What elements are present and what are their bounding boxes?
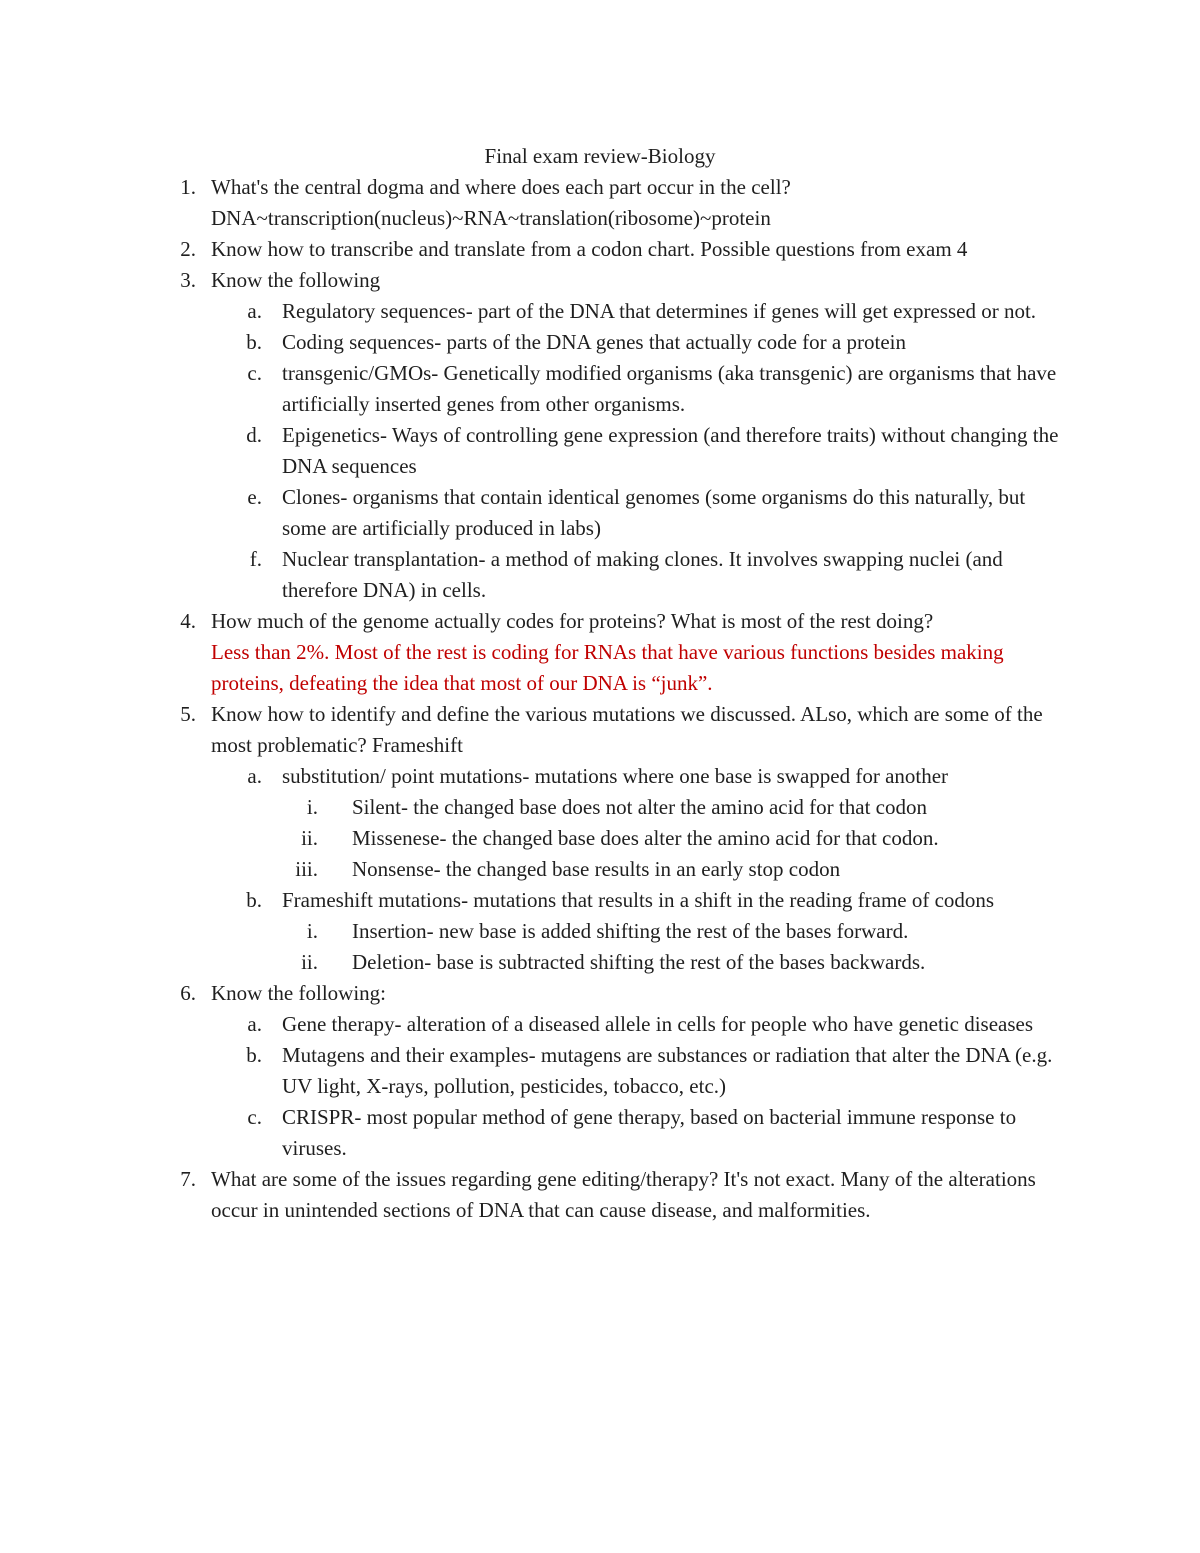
answer-1: DNA~transcription(nucleus)~RNA~translation(ribosome)~protein	[211, 206, 771, 230]
list-item	[0, 482, 1200, 544]
item-roman: i.	[306, 919, 318, 943]
item-text: Gene therapy- alteration of a diseased allele in cells for people who have genetic diseases	[282, 1012, 1034, 1036]
item-letter: d.	[246, 423, 262, 447]
list-item	[0, 1040, 1200, 1102]
item-letter: a.	[247, 299, 262, 323]
question-text: What's the central dogma and where does each part occur in the cell?	[211, 175, 791, 199]
question-3	[0, 265, 1200, 296]
page-title: Final exam review-Biology	[484, 144, 716, 168]
list-item	[0, 885, 1200, 916]
review-list	[0, 172, 1200, 1226]
list-item	[0, 296, 1200, 327]
sub-list-item	[0, 854, 1200, 885]
sub-list-item	[0, 916, 1200, 947]
item-text: substitution/ point mutations- mutations where one base is swapped for another	[282, 764, 949, 788]
question-text: What are some of the issues regarding gene editing/therapy? It's not exact. Many of the alterations occur in unintended sections of DNA that can cause disease, and malformities.	[211, 1167, 1036, 1222]
item-letter: c.	[247, 1105, 262, 1129]
question-6	[0, 978, 1200, 1009]
sub-list-item	[0, 823, 1200, 854]
list-item	[0, 420, 1200, 482]
list-item	[0, 1009, 1200, 1040]
item-text: Nuclear transplantation- a method of making clones. It involves swapping nuclei (and therefore DNA) in cells.	[282, 547, 1003, 602]
list-item	[0, 1102, 1200, 1164]
sub-list-item	[0, 792, 1200, 823]
question-number: 4.	[180, 609, 196, 633]
question-number: 3.	[180, 268, 196, 292]
item-letter: b.	[246, 330, 262, 354]
item-text: transgenic/GMOs- Genetically modified organisms (aka transgenic) are organisms that have artificially inserted genes from other organisms.	[282, 361, 1057, 416]
list-item	[0, 544, 1200, 606]
item-letter: a.	[247, 764, 262, 788]
question-number: 5.	[180, 702, 196, 726]
item-text: Silent- the changed base does not alter the amino acid for that codon	[352, 795, 927, 819]
question-2	[0, 234, 1200, 265]
question-text: Know how to transcribe and translate from a codon chart. Possible questions from exam 4	[211, 237, 968, 261]
item-text: Frameshift mutations- mutations that results in a shift in the reading frame of codons	[282, 888, 995, 912]
answer-4: Less than 2%. Most of the rest is coding for RNAs that have various functions besides making proteins, defeating the idea that most of our DNA is “junk”.	[211, 640, 1004, 695]
item-text: Epigenetics- Ways of controlling gene expression (and therefore traits) without changing the DNA sequences	[282, 423, 1059, 478]
question-text: Know how to identify and define the various mutations we discussed. ALso, which are some of the most problematic? Frameshift	[211, 702, 1043, 757]
question-7	[0, 1164, 1200, 1226]
item-text: Nonsense- the changed base results in an early stop codon	[352, 857, 841, 881]
item-letter: c.	[247, 361, 262, 385]
question-number: 6.	[180, 981, 196, 1005]
question-text: Know the following	[211, 268, 381, 292]
question-4	[0, 606, 1200, 637]
item-letter: f.	[249, 547, 262, 571]
question-number: 1.	[180, 175, 196, 199]
question-number: 2.	[180, 237, 196, 261]
item-text: CRISPR- most popular method of gene therapy, based on bacterial immune response to viruses.	[282, 1105, 1017, 1160]
item-roman: iii.	[295, 857, 318, 881]
question-text: How much of the genome actually codes for proteins? What is most of the rest doing?	[211, 609, 934, 633]
item-letter: b.	[246, 888, 262, 912]
question-5	[0, 699, 1200, 761]
item-roman: ii.	[301, 826, 318, 850]
item-roman: ii.	[301, 950, 318, 974]
item-text: Clones- organisms that contain identical genomes (some organisms do this naturally, but some are artificially produced in labs)	[282, 485, 1026, 540]
item-letter: a.	[247, 1012, 262, 1036]
question-number: 7.	[180, 1167, 196, 1191]
item-text: Missenese- the changed base does alter the amino acid for that codon.	[352, 826, 939, 850]
list-item	[0, 358, 1200, 420]
list-item	[0, 761, 1200, 792]
question-1	[0, 172, 1200, 203]
item-text: Deletion- base is subtracted shifting the rest of the bases backwards.	[352, 950, 926, 974]
sub-list-item	[0, 947, 1200, 978]
item-letter: e.	[247, 485, 262, 509]
list-item	[0, 327, 1200, 358]
item-roman: i.	[306, 795, 318, 819]
item-letter: b.	[246, 1043, 262, 1067]
item-text: Insertion- new base is added shifting the rest of the bases forward.	[352, 919, 909, 943]
item-text: Coding sequences- parts of the DNA genes that actually code for a protein	[282, 330, 906, 354]
item-text: Mutagens and their examples- mutagens are substances or radiation that alter the DNA (e.g. UV light, X-rays, pollution, pesticides, tobacco, etc.)	[282, 1043, 1053, 1098]
question-text: Know the following:	[211, 981, 386, 1005]
item-text: Regulatory sequences- part of the DNA that determines if genes will get expressed or not.	[282, 299, 1037, 323]
